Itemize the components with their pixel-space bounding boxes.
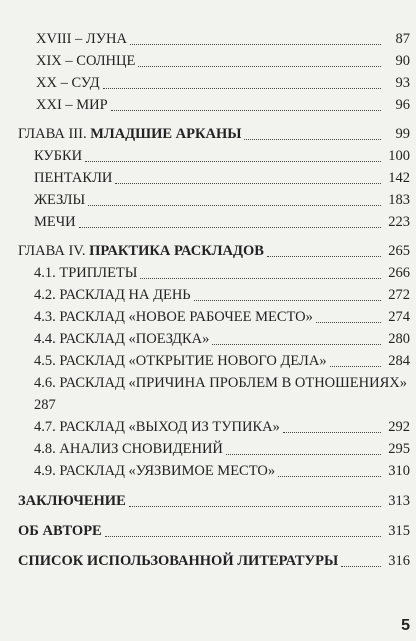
toc-entry-page: 315 — [388, 523, 410, 539]
toc-entry-page: 287 — [34, 397, 56, 413]
dot-leader — [111, 110, 381, 111]
chapter-prefix: ГЛАВА IV. — [18, 243, 90, 259]
toc-entry-page: 223 — [388, 214, 410, 230]
dot-leader — [79, 227, 381, 228]
toc-entry-page: 310 — [388, 463, 410, 479]
toc-entry-page: 99 — [395, 126, 410, 142]
table-of-contents — [0, 28, 416, 572]
toc-entry[interactable] — [0, 50, 416, 72]
toc-entry-label: КУБКИ — [34, 148, 83, 164]
toc-entry-page: 142 — [388, 170, 410, 186]
toc-entry-label: 4.9. РАСКЛАД «УЯЗВИМОЕ МЕСТО» — [34, 463, 276, 479]
toc-entry[interactable] — [0, 94, 416, 116]
toc-chapter-label — [18, 240, 264, 262]
toc-entry[interactable] — [0, 28, 416, 50]
toc-entry-page: 265 — [388, 243, 410, 259]
toc-chapter-entry[interactable] — [0, 123, 416, 145]
toc-entry-page: 295 — [388, 441, 410, 457]
toc-entry-label: ЖЕЗЛЫ — [34, 192, 86, 208]
dot-leader — [115, 183, 381, 184]
toc-entry-label: XIX – СОЛНЦЕ — [36, 53, 136, 69]
toc-entry[interactable] — [0, 167, 416, 189]
toc-major-entry[interactable] — [0, 490, 416, 512]
toc-entry-page: 280 — [388, 331, 410, 347]
dot-leader — [194, 300, 381, 301]
toc-entry[interactable] — [0, 350, 416, 372]
toc-entry[interactable] — [0, 328, 416, 350]
dot-leader — [129, 506, 381, 507]
toc-entry-label: 4.1. ТРИПЛЕТЫ — [34, 265, 138, 281]
toc-entry-page: 100 — [388, 148, 410, 164]
toc-entry-label: XX – СУД — [36, 75, 100, 91]
toc-entry-wrapped[interactable] — [0, 372, 416, 416]
toc-entry-page: 274 — [388, 309, 410, 325]
chapter-prefix: ГЛАВА III. — [18, 126, 91, 142]
chapter-title: ПРАКТИКА РАСКЛАДОВ — [89, 243, 264, 259]
toc-entry[interactable] — [0, 72, 416, 94]
toc-entry[interactable] — [0, 460, 416, 482]
toc-entry-page: 90 — [395, 53, 410, 69]
dot-leader — [226, 454, 381, 455]
toc-entry[interactable] — [0, 145, 416, 167]
dot-leader — [138, 66, 381, 67]
toc-entry-label: 4.5. РАСКЛАД «ОТКРЫТИЕ НОВОГО ДЕЛА» — [34, 353, 327, 369]
toc-entry-label: XXI – МИР — [36, 97, 108, 113]
chapter-title: МЛАДШИЕ АРКАНЫ — [90, 126, 242, 142]
dot-leader — [330, 366, 381, 367]
dot-leader — [105, 536, 381, 537]
toc-entry-label: ОБ АВТОРЕ — [18, 523, 102, 539]
toc-entry-label: ЗАКЛЮЧЕНИЕ — [18, 493, 126, 509]
dot-leader — [267, 256, 381, 257]
toc-entry-page: 93 — [395, 75, 410, 91]
toc-entry-label: 4.3. РАСКЛАД «НОВОЕ РАБОЧЕЕ МЕСТО» — [34, 309, 313, 325]
dot-leader — [88, 205, 381, 206]
toc-chapter-label — [18, 123, 241, 145]
toc-entry-label: 4.8. АНАЛИЗ СНОВИДЕНИЙ — [34, 441, 223, 457]
toc-entry[interactable] — [0, 284, 416, 306]
dot-leader — [283, 432, 381, 433]
dot-leader — [85, 161, 381, 162]
toc-entry-page: 313 — [388, 493, 410, 509]
page-number: 5 — [401, 617, 410, 634]
dot-leader — [212, 344, 381, 345]
toc-entry-label: 4.4. РАСКЛАД «ПОЕЗДКА» — [34, 331, 210, 347]
dot-leader — [244, 139, 381, 140]
toc-entry[interactable] — [0, 416, 416, 438]
toc-entry-label: СПИСОК ИСПОЛЬЗОВАННОЙ ЛИТЕРАТУРЫ — [18, 553, 339, 569]
toc-chapter-entry[interactable] — [0, 240, 416, 262]
toc-entry-page: 266 — [388, 265, 410, 281]
toc-entry[interactable] — [0, 211, 416, 233]
toc-entry-label: МЕЧИ — [34, 214, 76, 230]
toc-major-entry[interactable] — [0, 550, 416, 572]
toc-entry[interactable] — [0, 262, 416, 284]
toc-entry-page: 316 — [388, 553, 410, 569]
toc-entry[interactable] — [0, 438, 416, 460]
toc-entry-page: 87 — [395, 31, 410, 47]
toc-entry[interactable] — [0, 306, 416, 328]
toc-entry-page: 272 — [388, 287, 410, 303]
toc-entry-page: 183 — [388, 192, 410, 208]
dot-leader — [103, 88, 381, 89]
toc-entry-label: XVIII – ЛУНА — [36, 31, 127, 47]
toc-entry-page: 284 — [388, 353, 410, 369]
toc-entry-label: ПЕНТАКЛИ — [34, 170, 113, 186]
dot-leader — [140, 278, 381, 279]
toc-entry-label: 4.7. РАСКЛАД «ВЫХОД ИЗ ТУПИКА» — [34, 419, 280, 435]
toc-major-entry[interactable] — [0, 520, 416, 542]
dot-leader — [130, 44, 381, 45]
toc-entry-label: 4.6. РАСКЛАД «ПРИЧИНА ПРОБЛЕМ В ОТНОШЕНИЯХ» — [34, 375, 407, 391]
dot-leader — [278, 476, 381, 477]
toc-entry-page: 292 — [388, 419, 410, 435]
dot-leader — [316, 322, 381, 323]
toc-entry-label: 4.2. РАСКЛАД НА ДЕНЬ — [34, 287, 191, 303]
dot-leader — [341, 566, 381, 567]
toc-entry[interactable] — [0, 189, 416, 211]
toc-entry-page: 96 — [395, 97, 410, 113]
